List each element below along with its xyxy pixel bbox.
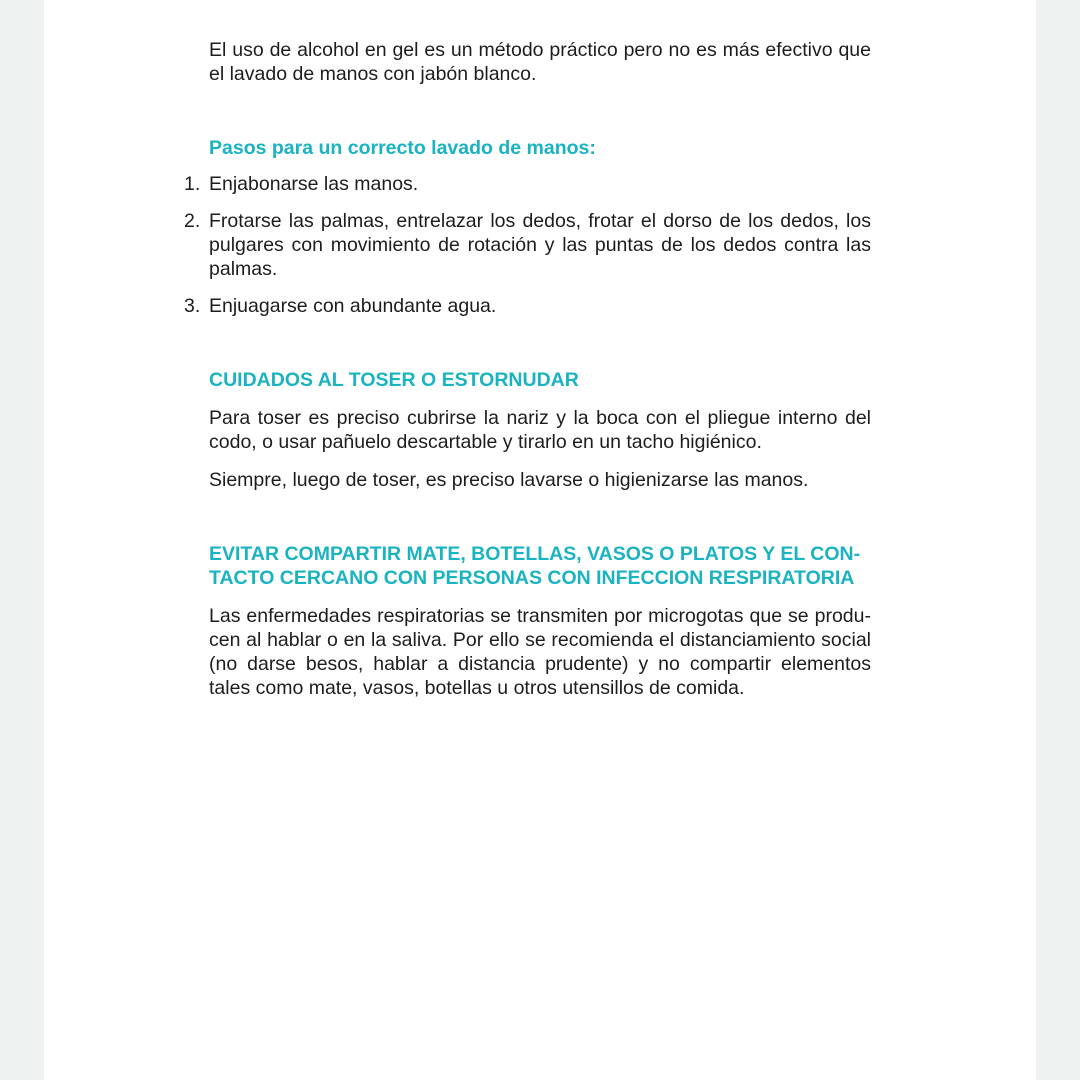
list-item <box>184 172 871 196</box>
step-text: Enjuagarse con abundante agua. <box>209 295 497 317</box>
sharing-heading-line-2: TACTO CERCANO CON PERSONAS CON INFECCION RESPIRATORIA <box>209 567 855 589</box>
cough-section <box>209 368 871 492</box>
cough-followup-paragraph: Siempre, luego de toser, es preciso lavarse o higienizarse las manos. <box>209 469 809 491</box>
handwashing-heading: Pasos para un correcto lavado de manos: <box>209 137 596 159</box>
step-number: 2. <box>184 210 201 232</box>
step-text: Frotarse las palmas, entrelazar los dedos, frotar el dorso de los dedos, los pulgares con movimiento de rotación y las puntas de los dedos contra las palmas. <box>209 210 871 280</box>
step-text: Enjabonarse las manos. <box>209 173 419 195</box>
list-item <box>184 294 871 318</box>
intro-paragraph: El uso de alcohol en gel es un método práctico pero no es más efectivo que el lavado de manos con jabón blanco. <box>209 39 871 85</box>
cough-heading: CUIDADOS AL TOSER O ESTORNUDAR <box>209 369 579 391</box>
sharing-section <box>209 542 871 700</box>
sharing-heading <box>209 542 871 590</box>
step-number: 1. <box>184 173 201 195</box>
handwashing-steps-list <box>184 172 871 318</box>
document-content <box>184 38 871 700</box>
step-number: 3. <box>184 295 201 317</box>
cough-paragraph: Para toser es preciso cubrirse la nariz y la boca con el pliegue interno del codo, o usar pañuelo descartable y tirarlo en un tacho higiénico. <box>209 407 871 453</box>
list-item <box>184 209 871 281</box>
sharing-heading-line-1: EVITAR COMPARTIR MATE, BOTELLAS, VASOS O PLATOS Y EL CON- <box>209 543 861 565</box>
sharing-paragraph: Las enfermedades respiratorias se transmiten por microgotas que se produ- cen al hablar o en la saliva. Por ello se recomienda el distanciamiento social (no darse besos, hablar a distancia prudente) y no compartir elementos tales como mate, vasos, botellas u otros utensillos de comida. <box>209 605 871 699</box>
document-page <box>44 0 1036 1080</box>
